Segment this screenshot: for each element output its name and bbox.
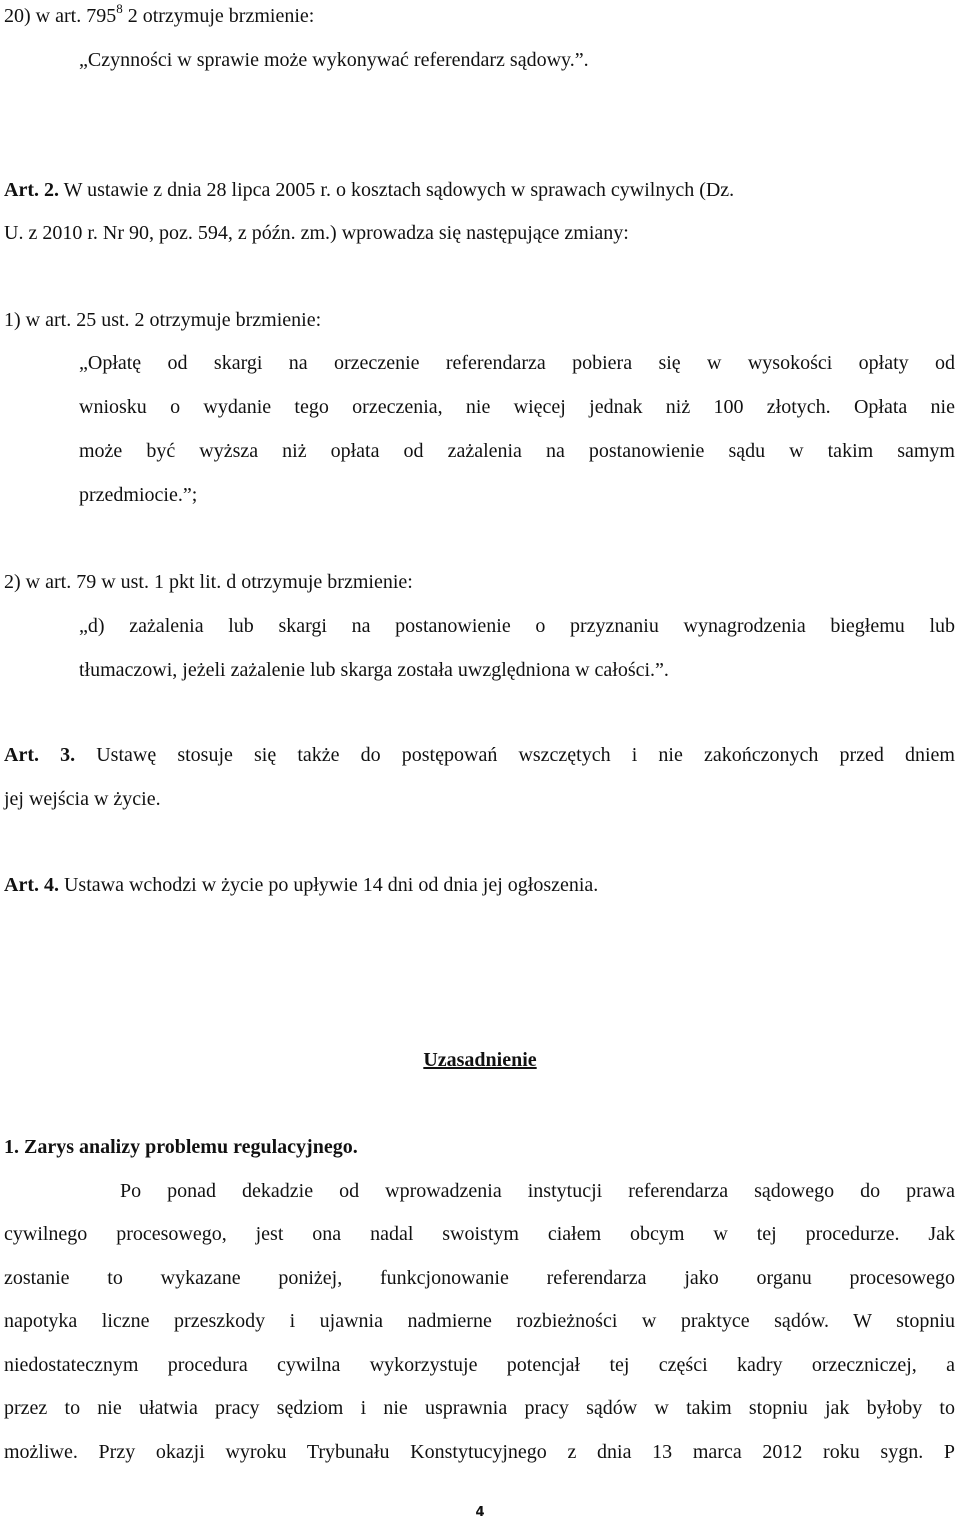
art-3-line-1 bbox=[4, 745, 955, 765]
paragraph-line: Po ponad dekadzie od wprowadzenia instytucji referendarza sądowego do prawa bbox=[120, 1180, 955, 1202]
item-20-quote: „Czynności w sprawie może wykonywać referendarz sądowy.”. bbox=[79, 49, 589, 71]
page-number: 4 bbox=[475, 1505, 485, 1520]
art-4-label: Art. 4. bbox=[4, 874, 59, 896]
art-3-label: Art. 3. bbox=[4, 744, 76, 766]
item-1-quote-line-2: wniosku o wydanie tego orzeczenia, nie więcej jednak niż 100 złotych. Opłata nie bbox=[79, 396, 955, 418]
item-20-superscript: 8 bbox=[116, 1, 123, 16]
item-1-intro: 1) w art. 25 ust. 2 otrzymuje brzmienie: bbox=[4, 309, 322, 331]
section-1-title: 1. Zarys analizy problemu regulacyjnego. bbox=[4, 1136, 358, 1158]
item-20-prefix: 20) w art. 795 bbox=[4, 5, 117, 27]
item-1-quote-line-4: przedmiocie.”; bbox=[79, 484, 198, 506]
art-2-line-2: U. z 2010 r. Nr 90, poz. 594, z późn. zm.) wprowadza się następujące zmiany: bbox=[4, 222, 629, 244]
art-2-line-1 bbox=[4, 180, 734, 200]
paragraph-line: niedostatecznym procedura cywilna wykorzystuje potencjał tej części kadry orzeczniczej, a bbox=[4, 1354, 955, 1376]
art-4-text: Ustawa wchodzi w życie po upływie 14 dni od dnia jej ogłoszenia. bbox=[58, 874, 599, 896]
item-20-intro bbox=[4, 1, 315, 27]
item-1-quote-line-1: „Opłatę od skargi na orzeczenie referendarza pobiera się w wysokości opłaty od bbox=[79, 352, 955, 374]
item-2-quote-line-2: tłumaczowi, jeżeli zażalenie lub skarga została uwzględniona w całości.”. bbox=[79, 659, 669, 681]
item-2-intro: 2) w art. 79 w ust. 1 pkt lit. d otrzymuje brzmienie: bbox=[4, 571, 413, 593]
item-20-suffix: 2 otrzymuje brzmienie: bbox=[122, 5, 315, 27]
section-heading-uzasadnienie: Uzasadnienie bbox=[423, 1049, 537, 1071]
item-2-quote-line-1: „d) zażalenia lub skargi na postanowienie o przyznaniu wynagrodzenia biegłemu lub bbox=[79, 615, 955, 637]
art-2-text-1: W ustawie z dnia 28 lipca 2005 r. o kosztach sądowych w sprawach cywilnych (Dz. bbox=[58, 179, 735, 201]
art-3-line-2: jej wejścia w życie. bbox=[4, 788, 161, 810]
paragraph-line: możliwe. Przy okazji wyroku Trybunału Konstytucyjnego z dnia 13 marca 2012 roku sygn. P bbox=[4, 1441, 955, 1463]
paragraph-line: napotyka liczne przeszkody i ujawnia nadmierne rozbieżności w praktyce sądów. W stopniu bbox=[4, 1310, 955, 1332]
paragraph-line: zostanie to wykazane poniżej, funkcjonowanie referendarza jako organu procesowego bbox=[4, 1267, 955, 1289]
art-3-text-1: Ustawę stosuje się także do postępowań wszczętych i nie zakończonych przed dniem bbox=[75, 744, 955, 766]
paragraph-line: przez to nie ułatwia pracy sędziom i nie usprawnia pracy sądów w takim stopniu jak byłoby to bbox=[4, 1397, 955, 1419]
item-1-quote-line-3: może być wyższa niż opłata od zażalenia na postanowienie sądu w takim samym bbox=[79, 440, 955, 462]
paragraph-line: cywilnego procesowego, jest ona nadal swoistym ciałem obcym w tej procedurze. Jak bbox=[4, 1223, 955, 1245]
art-2-label: Art. 2. bbox=[4, 179, 59, 201]
art-4-line bbox=[4, 875, 598, 895]
